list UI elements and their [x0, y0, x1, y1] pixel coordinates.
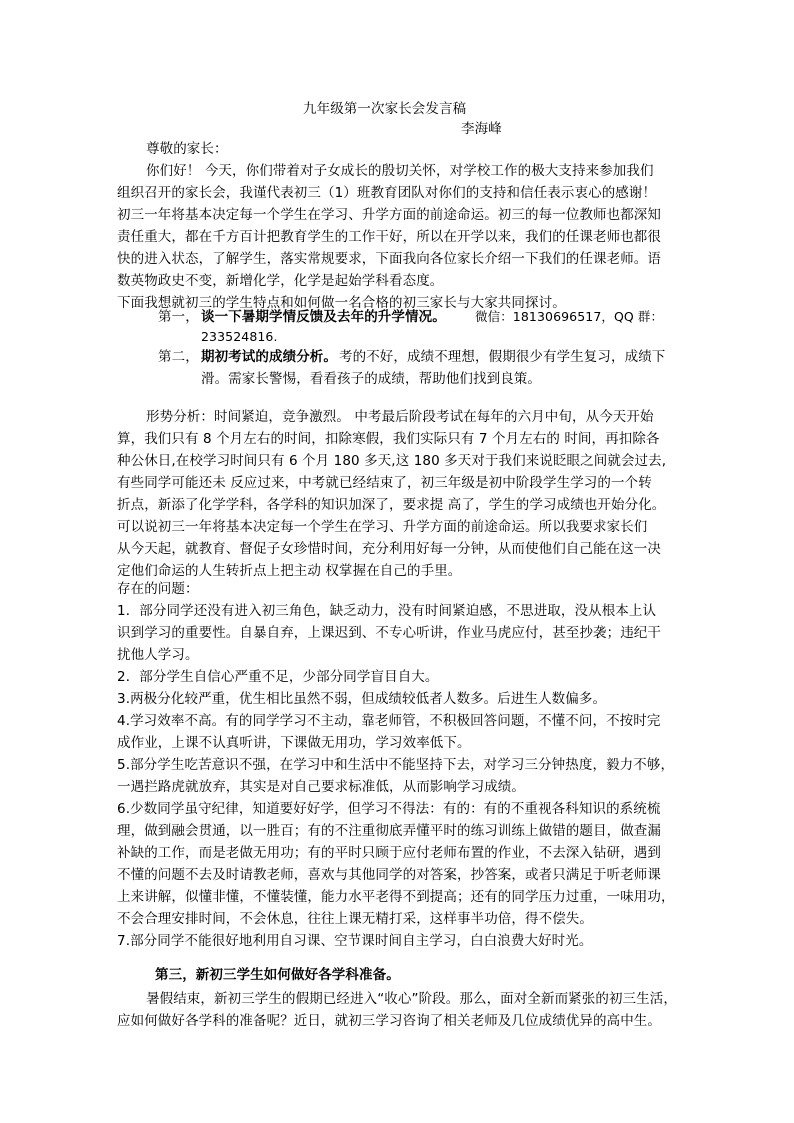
item2-text: 考的不好，成绩不理想，假期很少有学生复习，成绩下: [339, 349, 666, 365]
problem-line: 7.部分同学不能很好地利用自习课、空节课时间自主学习，白白浪费大好时光。: [117, 933, 593, 949]
problem-line: 不会合理安排时间，不会休息，往往上课无精打采，这样事半功倍，得不偿失。: [117, 911, 593, 927]
item1-heading: 谈一下暑期学情反馈及去年的升学情况。: [201, 309, 446, 325]
author-name: 李海峰: [461, 121, 502, 137]
problem-line: 识到学习的重要性。自暴自弃，上课迟到、不专心听讲，作业马虎应付，甚至抄袭；违纪干: [117, 625, 661, 641]
situation-line: 有些同学可能还未 反应过来，中考就已经结束了，初三年级是初中阶段学生学习的一个转: [117, 475, 652, 491]
intro-line: 组织召开的家长会，我谨代表初三（1）班教育团队对你们的支持和信任表示衷心的感谢！: [117, 185, 657, 201]
problem-line: 1．部分同学还没有进入初三角色，缺乏动力，没有时间紧迫感，不思进取，没从根本上认: [117, 603, 657, 619]
problem-line: 4.学习效率不高。有的同学学习不主动，靠老师管，不积极回答问题，不懂不问，不按时完: [117, 713, 661, 729]
situation-line: 可以说初三一年将基本决定每一个学生在学习、升学方面的前途命运。所以我要求家长们: [117, 519, 648, 535]
intro-line: 快的进入状态，了解学生，落实常规要求，下面我向各位家长介绍一下我们的任课老师。语: [117, 251, 661, 267]
section-three-heading: 第三，新初三学生如何做好各学科准备。: [155, 967, 400, 983]
problem-line: 补缺的工作，而是老做无用功；有的平时只顾于应付老师布置的作业，不去深入钻研，遇到: [117, 845, 661, 861]
situation-line: 种公休日,在校学习时间只有 6 个月 180 多天,这 180 多天对于我们来说眨眼之间就会过去,: [117, 453, 667, 469]
salutation: 尊敬的家长：: [146, 141, 228, 157]
problem-line: 不懂的问题不去及时请教老师，喜欢与其他同学的对答案，抄答案，或者只满足于听老师课: [117, 867, 661, 883]
problem-line: 一遇拦路虎就放弃，其实是对自己要求标准低，从而影响学习成绩。: [117, 779, 525, 795]
section-three-line: 暑假结束，新初三学生的假期已经进入“收心”阶段。那么，面对全新而紧张的初三生活，: [146, 991, 677, 1007]
item1-number: 第一，: [158, 309, 199, 325]
item2-heading: 期初考试的成绩分析。: [201, 349, 337, 365]
problem-line: 上来讲解，似懂非懂，不懂装懂，能力水平老得不到提高；还有的同学压力过重，一味用功，: [117, 889, 675, 905]
problem-line: 成作业，上课不认真听讲，下课做无用功，学习效率低下。: [117, 735, 471, 751]
item1-qq-number: 233524816.: [201, 329, 278, 344]
situation-line: 定他们命运的人生转折点上把主动 权掌握在自己的手里。: [117, 563, 462, 579]
problem-line: 扰他人学习。: [117, 647, 199, 663]
problem-line: 2．部分学生自信心严重不足，少部分同学盲目自大。: [117, 669, 439, 685]
intro-line: 下面我想就初三的学生特点和如何做一名合格的初三家长与大家共同探讨。: [117, 295, 566, 311]
problems-title: 存在的问题：: [117, 581, 199, 597]
section-three-line: 应如何做好各学科的准备呢？近日，就初三学习咨询了相关老师及几位成绩优异的高中生。: [117, 1013, 661, 1029]
intro-line: 责任重大，都在千方百计把教育学生的工作干好，所以在开学以来，我们的任课老师也都很: [117, 229, 661, 245]
problem-line: 理，做到融会贯通，以一胜百；有的不注重彻底弄懂平时的练习训练上做错的题目，做查漏: [117, 823, 661, 839]
situation-line: 折点，新添了化学学科，各学科的知识加深了，要求提 高了，学生的学习成绩也开始分化。: [117, 497, 666, 513]
situation-line: 形势分析：时间紧迫，竞争激烈。 中考最后阶段考试在每年的六月中旬，从今天开始: [146, 409, 654, 425]
intro-line: 你们好！ 今天，你们带着对子女成长的殷切关怀，对学校工作的极大支持来参加我们: [146, 163, 654, 179]
problem-line: 5.部分学生吃苦意识不强，在学习中和生活中不能坚持下去，对学习三分钟热度，毅力不够，: [117, 757, 675, 773]
situation-line: 算，我们只有 8 个月左右的时间，扣除寒假，我们实际只有 7 个月左右的 时间，再扣除各: [117, 431, 660, 447]
intro-line: 初三一年将基本决定每一个学生在学习、升学方面的前途命运。初三的每一位教师也都深知: [117, 207, 661, 223]
situation-line: 从今天起，就教育、督促子女珍惜时间，充分利用好每一分钟，从而使他们自己能在这一决: [117, 541, 661, 557]
intro-line: 数英物政史不变，新增化学，化学是起始学科看态度。: [117, 273, 444, 289]
problem-line: 3.两极分化较严重，优生相比虽然不弱，但成绩较低者人数多。后进生人数偏多。: [117, 691, 607, 707]
problem-line: 6.少数同学虽守纪律，知道要好好学，但学习不得法：有的：有的不重视各科知识的系统梳: [117, 801, 661, 817]
item2-text: 滑。需家长警惕，看看孩子的成绩，帮助他们找到良策。: [201, 371, 541, 387]
item2-number: 第二，: [158, 349, 199, 365]
document-title: 九年级第一次家长会发言稿: [303, 101, 467, 117]
item1-contact: 微信：18130696517，QQ 群：: [475, 309, 664, 324]
